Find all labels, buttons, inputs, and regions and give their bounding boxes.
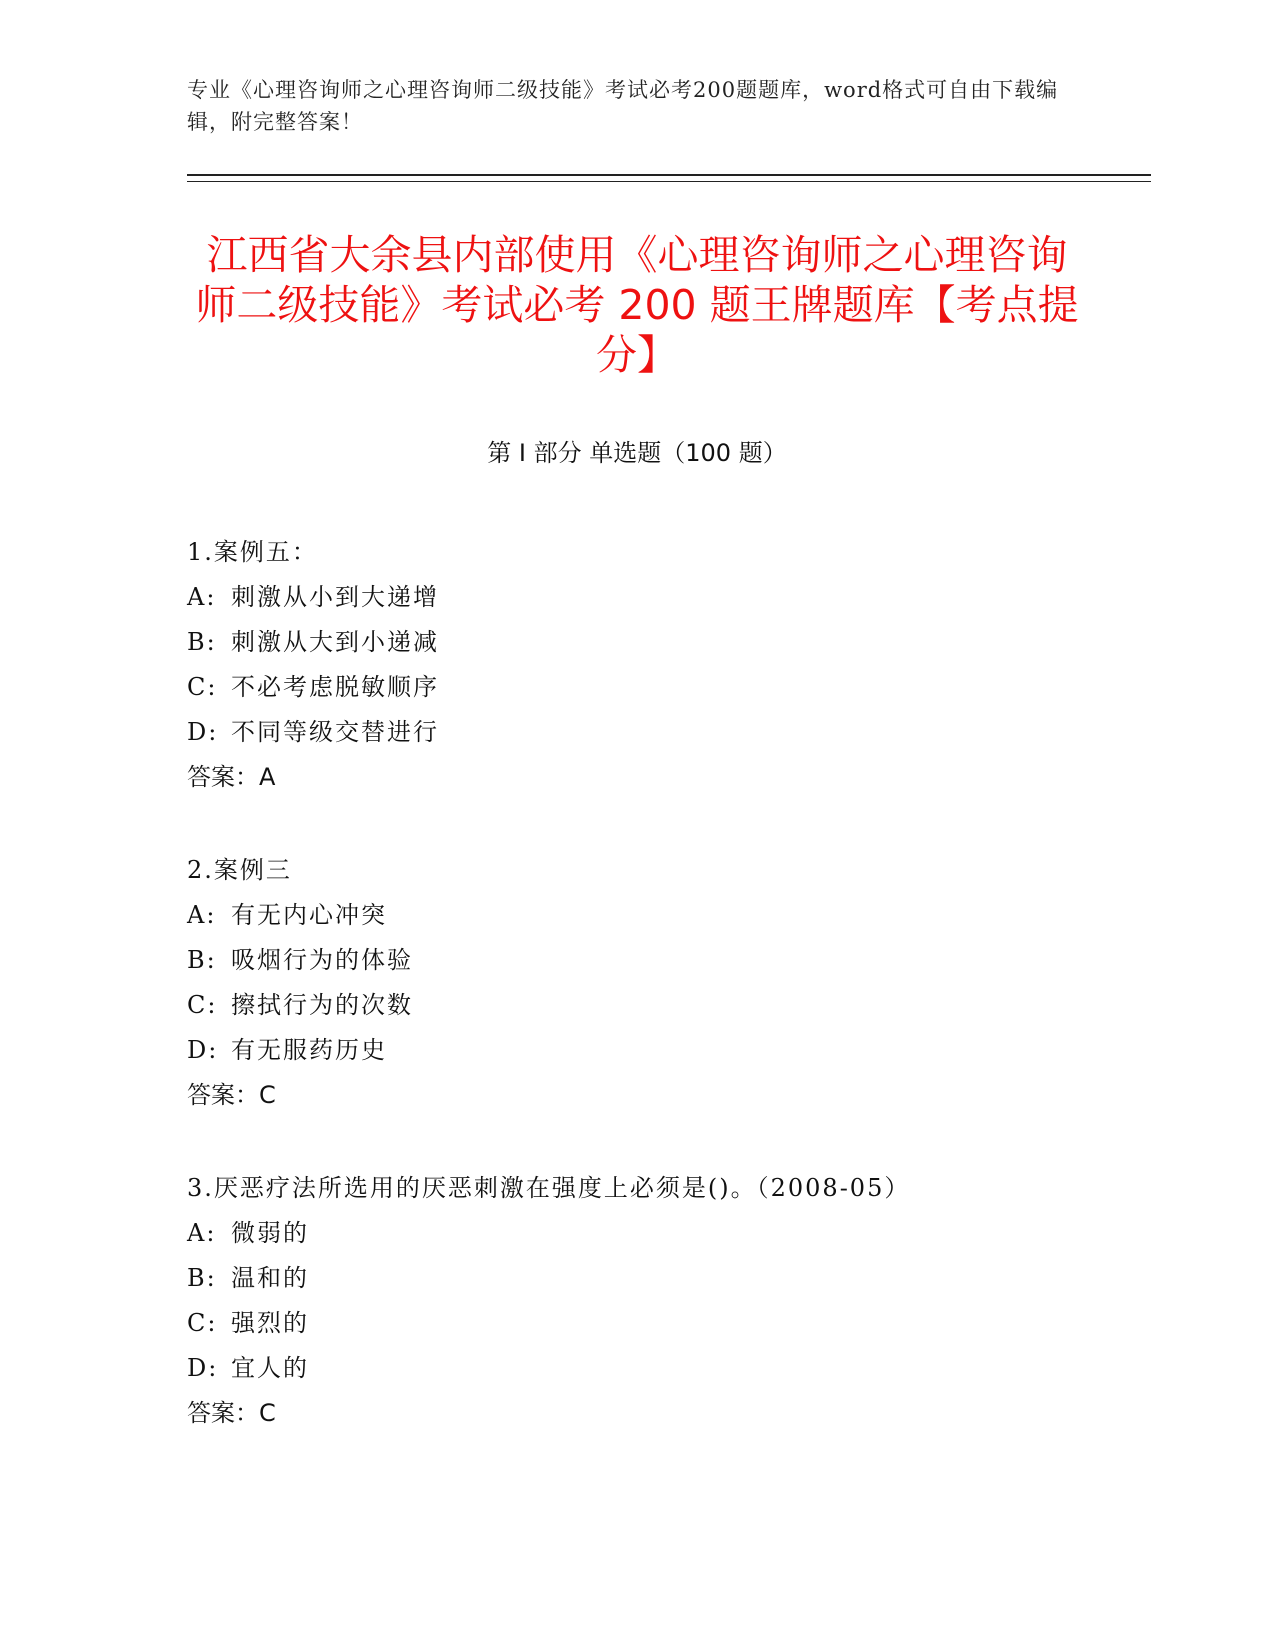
option-letter: A: <box>187 583 217 611</box>
option-a <box>187 575 1137 620</box>
option-d <box>187 1028 1137 1073</box>
option-b <box>187 938 1137 983</box>
header-rule-thin <box>187 181 1151 182</box>
option-text: 有无服药历史 <box>231 1036 387 1064</box>
option-text: 温和的 <box>231 1264 309 1292</box>
option-text: 宜人的 <box>231 1354 309 1382</box>
option-d <box>187 1346 1137 1391</box>
question-stem: 1.案例五： <box>187 538 318 566</box>
question-3 <box>187 1166 1137 1436</box>
header-note: 专业《心理咨询师之心理咨询师二级技能》考试必考200题题库，word格式可自由下载编辑，附完整答案！ <box>187 78 1059 134</box>
option-letter: A: <box>187 901 217 929</box>
option-text: 微弱的 <box>231 1219 309 1247</box>
option-letter: A: <box>187 1219 217 1247</box>
option-text: 有无内心冲突 <box>231 901 387 929</box>
option-letter: C: <box>187 991 218 1019</box>
option-c <box>187 983 1137 1028</box>
question-1 <box>187 530 1137 800</box>
option-d <box>187 710 1137 755</box>
option-text: 不同等级交替进行 <box>231 718 439 746</box>
option-b <box>187 620 1137 665</box>
section-title: 第 I 部分 单选题（100 题） <box>487 439 787 467</box>
answer: 答案：C <box>187 1399 276 1427</box>
option-letter: B: <box>187 946 217 974</box>
option-text: 强烈的 <box>231 1309 309 1337</box>
answer: 答案：C <box>187 1081 276 1109</box>
option-a <box>187 893 1137 938</box>
option-text: 刺激从小到大递增 <box>231 583 439 611</box>
option-c <box>187 1301 1137 1346</box>
option-letter: D: <box>187 1354 219 1382</box>
option-letter: B: <box>187 1264 217 1292</box>
answer: 答案：A <box>187 763 276 791</box>
document-title: 江西省大余县内部使用《心理咨询师之心理咨询师二级技能》考试必考 200 题王牌题库【考点提分】 <box>195 231 1079 379</box>
question-stem: 3.厌恶疗法所选用的厌恶刺激在强度上必须是()。（2008-05） <box>187 1174 911 1202</box>
option-b <box>187 1256 1137 1301</box>
option-text: 吸烟行为的体验 <box>231 946 413 974</box>
option-letter: C: <box>187 673 218 701</box>
option-letter: D: <box>187 1036 219 1064</box>
option-letter: D: <box>187 718 219 746</box>
option-a <box>187 1211 1137 1256</box>
option-text: 刺激从大到小递减 <box>231 628 439 656</box>
option-text: 不必考虑脱敏顺序 <box>231 673 439 701</box>
option-c <box>187 665 1137 710</box>
option-letter: B: <box>187 628 217 656</box>
header-rule-thick <box>187 174 1151 176</box>
question-stem: 2.案例三 <box>187 856 292 884</box>
option-letter: C: <box>187 1309 218 1337</box>
option-text: 擦拭行为的次数 <box>231 991 413 1019</box>
question-2 <box>187 848 1137 1118</box>
